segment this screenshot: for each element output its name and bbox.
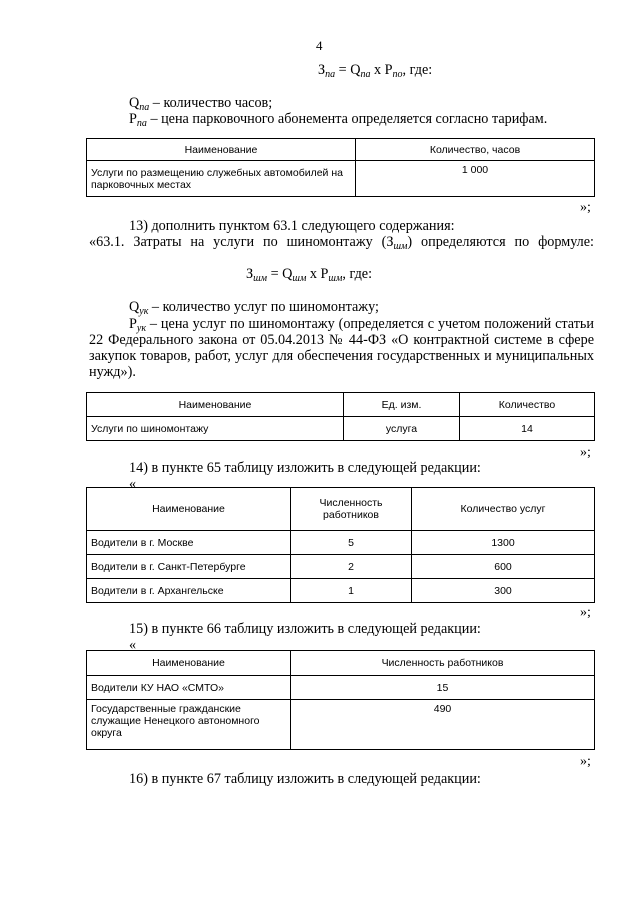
table-header: Наименование (87, 651, 291, 676)
table-header: Количество (460, 393, 595, 417)
closing-quote: »; (580, 754, 591, 769)
table-drivers (86, 487, 595, 603)
definition-line: закупок товаров, работ, услуг для обеспечения государственных и муниципальных (89, 348, 594, 364)
closing-quote: »; (580, 605, 591, 620)
table-cell: Водители в г. Архангельске (87, 579, 291, 603)
table-header: Количество услуг (412, 488, 595, 531)
table-header: Наименование (87, 393, 344, 417)
table-header: Количество, часов (356, 139, 595, 161)
table-employees (86, 650, 595, 750)
table-parking (86, 138, 595, 197)
table-row (87, 531, 595, 555)
definition-p-tire: $Р_{ук}$ – цена услуг по шиномонтажу (определяется с учетом положений статьи (129, 316, 594, 334)
table-cell: 600 (412, 555, 595, 579)
table-row (87, 676, 595, 700)
table-header: Наименование (87, 139, 356, 161)
table-cell: Услуги по размещению служебных автомобилей на парковочных местах (87, 161, 356, 197)
opening-quote: « (129, 476, 137, 492)
table-cell: 5 (291, 531, 412, 555)
table-header: Численность работников (291, 651, 595, 676)
formula-tire: $З_{шм} = Q_{шм}$ x $Р_{шм}$, где: (246, 266, 373, 284)
table-row (87, 555, 595, 579)
closing-quote: »; (580, 200, 591, 215)
table-cell: Услуги по шиномонтажу (87, 417, 344, 441)
table-header: Наименование (87, 488, 291, 531)
table-row (87, 579, 595, 603)
table-cell: Водители в г. Москве (87, 531, 291, 555)
page-number: 4 (316, 38, 323, 53)
table-cell: Водители КУ НАО «СМТО» (87, 676, 291, 700)
table-cell: 15 (291, 676, 595, 700)
table-cell: 2 (291, 555, 412, 579)
item-16: 16) в пункте 67 таблицу изложить в следующей редакции: (129, 771, 481, 787)
opening-quote: « (129, 637, 137, 653)
table-cell: Водители в г. Санкт-Петербурге (87, 555, 291, 579)
table-header: Ед. изм. (344, 393, 460, 417)
table-cell: Государственные гражданские служащие Ненецкого автономного округа (87, 700, 291, 750)
definition-line: 22 Федерального закона от 05.04.2013 № 44-ФЗ «О контрактной системе в сфере (89, 332, 594, 348)
closing-quote: »; (580, 445, 591, 460)
table-cell: 14 (460, 417, 595, 441)
definition-q-parking: $Q_{па}$ – количество часов; (129, 95, 273, 113)
table-cell: 490 (291, 700, 595, 750)
item-15: 15) в пункте 66 таблицу изложить в следующей редакции: (129, 621, 481, 637)
table-cell: 1 000 (356, 161, 595, 197)
item-13: 13) дополнить пунктом 63.1 следующего содержания: (129, 218, 455, 234)
table-header: Численность работников (291, 488, 412, 531)
formula-parking: $З_{па} = Q_{па}$ x $P_{по}$, где: (318, 62, 433, 80)
definition-p-parking: $Р_{па}$ – цена парковочного абонемента определяется согласно тарифам. (129, 111, 548, 129)
table-cell: 1 (291, 579, 412, 603)
table-cell: 300 (412, 579, 595, 603)
table-cell: 1300 (412, 531, 595, 555)
item-14: 14) в пункте 65 таблицу изложить в следующей редакции: (129, 460, 481, 476)
definition-line: нужд»). (89, 364, 136, 380)
table-cell: услуга (344, 417, 460, 441)
item-13-quote: «63.1. Затраты на услуги по шиномонтажу $(З_{шм})$ определяются по формуле: (89, 234, 595, 252)
table-tire-service (86, 392, 595, 441)
table-row (87, 700, 595, 750)
definition-q-tire: $Q_{ук}$ – количество услуг по шиномонтажу; (129, 299, 379, 317)
